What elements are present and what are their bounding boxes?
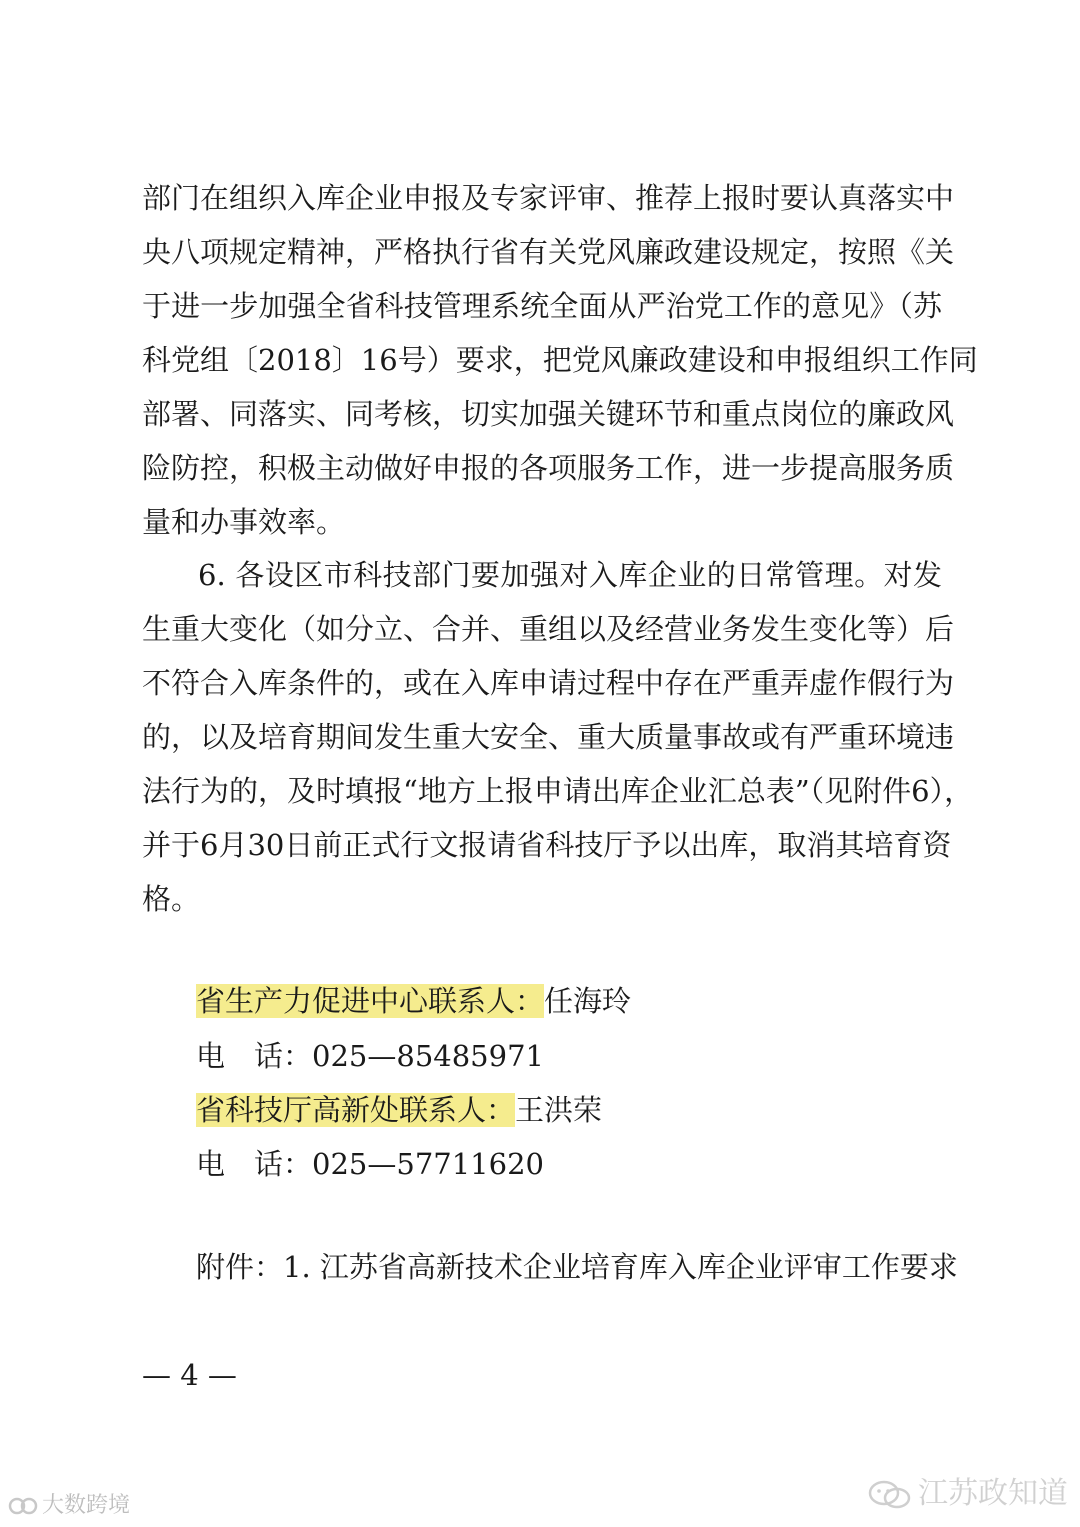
page-number: — 4 — — [142, 1358, 237, 1392]
contact-hightech-office — [196, 1092, 602, 1128]
watermark-left — [8, 1488, 130, 1519]
text-line: 生重大变化（如分立、合并、重组以及经营业务发生变化等）后 — [142, 612, 955, 646]
text-line: 央八项规定精神，严格执行省有关党风廉政建设规定，按照《关 — [142, 235, 955, 269]
attachment-line: 附件：1. 江苏省高新技术企业培育库入库企业评审工作要求 — [196, 1250, 958, 1284]
contact-name: 王洪荣 — [515, 1093, 603, 1127]
text-line: 于进一步加强全省科技管理系统全面从严治党工作的意见》（苏 — [142, 289, 942, 323]
text-line: 不符合入库条件的，或在入库申请过程中存在严重弄虚作假行为 — [142, 666, 955, 700]
phone-label: 电 话： — [196, 1147, 313, 1181]
text-line: 法行为的，及时填报“地方上报申请出库企业汇总表”（见附件6）， — [142, 774, 974, 808]
phone-number: 025—85485971 — [312, 1039, 544, 1073]
contact-phone-2 — [196, 1146, 544, 1182]
watermark-right — [868, 1468, 1068, 1512]
text-line: 部署、同落实、同考核，切实加强关键环节和重点岗位的廉政风 — [142, 397, 955, 431]
text-line: 险防控，积极主动做好申报的各项服务工作，进一步提高服务质 — [142, 451, 955, 485]
contact-label-highlight: 省科技厅高新处联系人： — [196, 1093, 516, 1127]
text-line: 6. 各设区市科技部门要加强对入库企业的日常管理。对发 — [198, 558, 942, 592]
text-line: 部门在组织入库企业申报及专家评审、推荐上报时要认真落实中 — [142, 181, 955, 215]
contact-phone-1 — [196, 1038, 544, 1074]
contact-name: 任海玲 — [544, 984, 632, 1018]
wechat-icon — [868, 1479, 912, 1511]
watermark-logo-icon — [8, 1495, 38, 1517]
phone-label: 电 话： — [196, 1039, 313, 1073]
text-line: 格。 — [142, 882, 201, 916]
watermark-left-text: 大数跨境 — [42, 1493, 131, 1518]
text-line: 并于6月30日前正式行文报请省科技厅予以出库，取消其培育资 — [142, 828, 952, 862]
text-line: 的，以及培育期间发生重大安全、重大质量事故或有严重环境违 — [142, 720, 955, 754]
text-line: 量和办事效率。 — [142, 505, 346, 539]
phone-number: 025—57711620 — [312, 1147, 544, 1181]
contact-label-highlight: 省生产力促进中心联系人： — [196, 984, 545, 1018]
text-line: 科党组〔2018〕16号）要求，把党风廉政建设和申报组织工作同 — [142, 343, 978, 377]
contact-productivity-center — [196, 983, 631, 1019]
watermark-right-text: 江苏政知道 — [918, 1476, 1068, 1511]
